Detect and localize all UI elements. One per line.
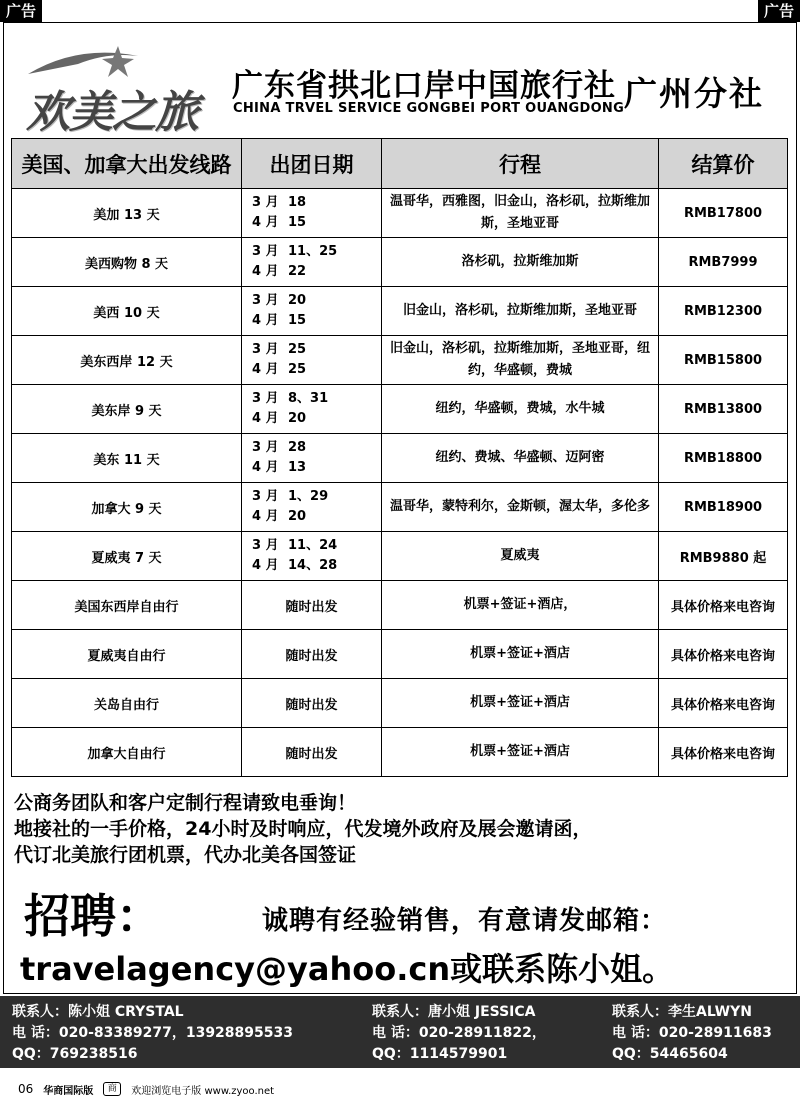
date-month: 3 月 — [252, 391, 279, 406]
date-month: 3 月 — [252, 244, 279, 259]
ad-label-left: 广告 — [0, 0, 42, 22]
tour-route: 美西 10 天 — [12, 287, 242, 336]
tour-dates — [242, 483, 382, 532]
date-days: 22 — [288, 264, 307, 279]
tour-dates — [242, 238, 382, 287]
tour-price: RMB9880 起 — [659, 532, 788, 581]
tour-itinerary: 机票+签证+酒店 — [382, 728, 659, 777]
contact-block — [612, 1002, 772, 1065]
publication-name: 华商国际版 — [43, 1085, 94, 1097]
tour-route: 夏威夷 7 天 — [12, 532, 242, 581]
contact-phone: 电 话：020-83389277，13928895533 — [12, 1025, 293, 1041]
hiring-email: travelagency@yahoo.cn或联系陈小姐。 — [20, 950, 675, 988]
header-price: 结算价 — [659, 139, 788, 189]
date-month: 4 月 — [252, 215, 279, 230]
contact-block — [372, 1002, 546, 1065]
date-month: 3 月 — [252, 293, 279, 308]
tour-dates: 随时出发 — [242, 728, 382, 777]
tour-dates: 随时出发 — [242, 581, 382, 630]
free-tour-row — [12, 630, 788, 679]
date-days: 1、29 — [288, 489, 329, 504]
contact-phone: 电 话：020-28911683 — [612, 1025, 772, 1041]
tour-route: 加拿大自由行 — [12, 728, 242, 777]
tour-price: RMB18800 — [659, 434, 788, 483]
footer-slogan: 欢迎浏览电子版 www.zyoo.net — [131, 1085, 275, 1097]
note-line: 公商务团队和客户定制行程请致电垂询！ — [14, 792, 357, 814]
tour-price: 具体价格来电咨询 — [659, 728, 788, 777]
tour-itinerary: 纽约、费城、华盛顿、迈阿密 — [382, 434, 659, 483]
tour-row — [12, 434, 788, 483]
tour-itinerary: 温哥华，蒙特利尔，金斯顿，渥太华，多伦多 — [382, 483, 659, 532]
date-days: 15 — [288, 313, 307, 328]
date-month: 4 月 — [252, 264, 279, 279]
date-days: 25 — [288, 342, 307, 357]
custom-tour-notes — [14, 790, 591, 868]
tour-price: RMB18900 — [659, 483, 788, 532]
header-date: 出团日期 — [242, 139, 382, 189]
tour-dates: 随时出发 — [242, 679, 382, 728]
tour-dates: 随时出发 — [242, 630, 382, 679]
publication-icon: 商 — [103, 1082, 121, 1096]
tour-row — [12, 532, 788, 581]
brand-logo — [18, 44, 228, 138]
tour-dates — [242, 189, 382, 238]
contact-qq: QQ：54465604 — [612, 1046, 728, 1062]
tour-dates — [242, 385, 382, 434]
contact-qq: QQ：769238516 — [12, 1046, 138, 1062]
tour-dates — [242, 532, 382, 581]
tour-itinerary: 纽约，华盛顿，费城，水牛城 — [382, 385, 659, 434]
tour-itinerary: 旧金山，洛杉矶，拉斯维加斯，圣地亚哥，纽约，华盛顿，费城 — [382, 336, 659, 385]
tour-route: 加拿大 9 天 — [12, 483, 242, 532]
agency-name-en: CHINA TRVEL SERVICE GONGBEI PORT OUANGDONG — [233, 101, 625, 116]
tour-dates — [242, 434, 382, 483]
date-month: 4 月 — [252, 558, 279, 573]
date-days: 20 — [288, 509, 307, 524]
date-days: 15 — [288, 215, 307, 230]
date-month: 4 月 — [252, 362, 279, 377]
tour-route: 关岛自由行 — [12, 679, 242, 728]
header-route: 美国、加拿大出发线路 — [12, 139, 242, 189]
tour-price: RMB12300 — [659, 287, 788, 336]
tour-price: 具体价格来电咨询 — [659, 581, 788, 630]
date-days: 8、31 — [288, 391, 329, 406]
tour-row — [12, 483, 788, 532]
tour-dates — [242, 287, 382, 336]
tour-route: 夏威夷自由行 — [12, 630, 242, 679]
tour-table — [11, 138, 788, 777]
tour-route: 美东西岸 12 天 — [12, 336, 242, 385]
tour-row — [12, 287, 788, 336]
page-footer — [18, 1080, 274, 1098]
tour-route: 美国东西岸自由行 — [12, 581, 242, 630]
tour-row — [12, 385, 788, 434]
agency-name-cn: 广东省拱北口岸中国旅行社 — [232, 68, 616, 104]
tour-price: RMB17800 — [659, 189, 788, 238]
free-tour-row — [12, 728, 788, 777]
tour-itinerary: 机票+签证+酒店 — [382, 630, 659, 679]
tour-price: RMB7999 — [659, 238, 788, 287]
date-days: 18 — [288, 195, 307, 210]
contact-name: 联系人：陈小姐 CRYSTAL — [12, 1004, 184, 1020]
note-line: 地接社的一手价格，24小时及时响应，代发境外政府及展会邀请函， — [14, 818, 592, 840]
tour-price: RMB13800 — [659, 385, 788, 434]
date-days: 25 — [288, 362, 307, 377]
date-days: 20 — [288, 293, 307, 308]
date-month: 4 月 — [252, 460, 279, 475]
tour-itinerary: 洛杉矶，拉斯维加斯 — [382, 238, 659, 287]
date-days: 11、24 — [288, 538, 338, 553]
date-month: 3 月 — [252, 538, 279, 553]
tour-route: 美加 13 天 — [12, 189, 242, 238]
date-month: 4 月 — [252, 411, 279, 426]
date-days: 28 — [288, 440, 307, 455]
header-itinerary: 行程 — [382, 139, 659, 189]
tour-route: 美东岸 9 天 — [12, 385, 242, 434]
ad-label-right: 广告 — [758, 0, 800, 22]
tour-row — [12, 238, 788, 287]
date-month: 3 月 — [252, 489, 279, 504]
note-line: 代订北美旅行团机票，代办北美各国签证 — [14, 844, 357, 866]
contact-name: 联系人：李生ALWYN — [612, 1004, 752, 1020]
tour-row — [12, 336, 788, 385]
tour-itinerary: 夏威夷 — [382, 532, 659, 581]
date-month: 4 月 — [252, 509, 279, 524]
date-month: 3 月 — [252, 195, 279, 210]
tour-route: 美东 11 天 — [12, 434, 242, 483]
tour-dates — [242, 336, 382, 385]
date-month: 3 月 — [252, 440, 279, 455]
tour-price: 具体价格来电咨询 — [659, 679, 788, 728]
date-month: 3 月 — [252, 342, 279, 357]
page-number: 06 — [18, 1082, 34, 1096]
table-header-row — [12, 139, 788, 189]
tour-itinerary: 旧金山，洛杉矶，拉斯维加斯，圣地亚哥 — [382, 287, 659, 336]
tour-price: 具体价格来电咨询 — [659, 630, 788, 679]
tour-route: 美西购物 8 天 — [12, 238, 242, 287]
contact-bar — [0, 996, 800, 1068]
tour-price: RMB15800 — [659, 336, 788, 385]
free-tour-row — [12, 581, 788, 630]
agency-branch: 广州分社 — [624, 74, 764, 113]
date-days: 14、28 — [288, 558, 338, 573]
date-days: 20 — [288, 411, 307, 426]
contact-block — [12, 1002, 293, 1065]
date-days: 13 — [288, 460, 307, 475]
contact-qq: QQ：1114579901 — [372, 1046, 508, 1062]
tour-row — [12, 189, 788, 238]
tour-itinerary: 机票+签证+酒店 — [382, 679, 659, 728]
tour-itinerary: 温哥华，西雅图，旧金山，洛杉矶，拉斯维加斯，圣地亚哥 — [382, 189, 659, 238]
logo-text: 欢美之旅 — [26, 87, 198, 138]
hiring-text: 诚聘有经验销售，有意请发邮箱： — [262, 906, 668, 936]
date-days: 11、25 — [288, 244, 338, 259]
hiring-title: 招聘： — [24, 889, 162, 943]
date-month: 4 月 — [252, 313, 279, 328]
free-tour-row — [12, 679, 788, 728]
tour-itinerary: 机票+签证+酒店， — [382, 581, 659, 630]
contact-phone: 电 话：020-28911822， — [372, 1025, 546, 1041]
contact-name: 联系人：唐小姐 JESSICA — [372, 1004, 536, 1020]
